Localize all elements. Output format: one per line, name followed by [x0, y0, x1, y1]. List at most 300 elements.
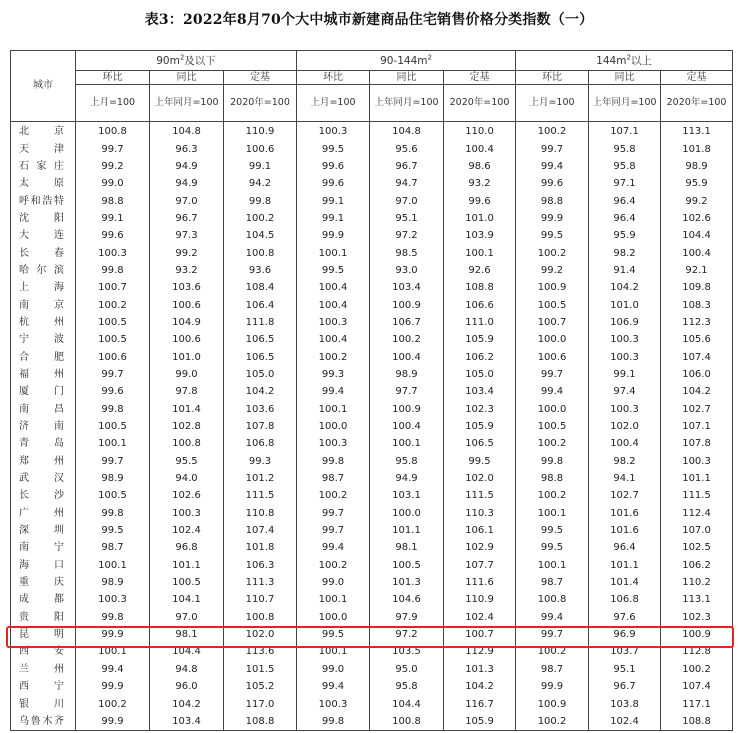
table-row — [11, 383, 733, 400]
base-header: 2020年=100 — [444, 85, 516, 122]
index-value-cell: 105.2 — [224, 678, 297, 695]
index-value-cell: 99.1 — [589, 366, 661, 383]
index-value-cell: 103.4 — [150, 713, 224, 731]
index-value-cell: 94.1 — [589, 470, 661, 487]
index-value-cell: 111.6 — [444, 574, 516, 591]
index-value-cell: 95.8 — [589, 158, 661, 175]
table-row — [11, 244, 733, 261]
index-value-cell: 107.4 — [661, 678, 733, 695]
index-value-cell: 101.3 — [444, 661, 516, 678]
index-value-cell: 104.8 — [370, 122, 444, 141]
index-value-cell: 99.5 — [444, 453, 516, 470]
city-name-cell: 西安 — [11, 643, 76, 660]
index-value-cell: 100.4 — [661, 244, 733, 261]
index-value-cell: 100.8 — [224, 244, 297, 261]
index-value-cell: 104.4 — [370, 695, 444, 712]
index-value-cell: 96.8 — [150, 539, 224, 556]
index-value-cell: 99.6 — [76, 227, 150, 244]
index-value-cell: 96.9 — [589, 626, 661, 643]
index-value-cell: 102.3 — [661, 609, 733, 626]
table-row — [11, 453, 733, 470]
index-value-cell: 98.9 — [76, 574, 150, 591]
index-value-cell: 108.8 — [224, 713, 297, 731]
index-value-cell: 104.2 — [661, 383, 733, 400]
index-value-cell: 104.2 — [150, 695, 224, 712]
index-value-cell: 98.9 — [661, 158, 733, 175]
index-value-cell: 110.8 — [224, 505, 297, 522]
index-value-cell: 102.5 — [661, 539, 733, 556]
city-name-cell: 西宁 — [11, 678, 76, 695]
city-name-cell: 南昌 — [11, 401, 76, 418]
index-value-cell: 99.8 — [516, 453, 589, 470]
index-value-cell: 98.1 — [370, 539, 444, 556]
city-column-header: 城市 — [11, 51, 76, 122]
index-value-cell: 97.9 — [370, 609, 444, 626]
index-value-cell: 100.1 — [297, 643, 370, 660]
index-value-cell: 107.7 — [444, 557, 516, 574]
base-header: 上月=100 — [516, 85, 589, 122]
index-value-cell: 97.2 — [370, 227, 444, 244]
index-value-cell: 103.6 — [224, 401, 297, 418]
index-value-cell: 103.5 — [370, 643, 444, 660]
index-value-cell: 110.0 — [444, 122, 516, 141]
table-row — [11, 279, 733, 296]
index-value-cell: 95.5 — [150, 453, 224, 470]
city-name-cell: 郑州 — [11, 453, 76, 470]
index-value-cell: 99.7 — [76, 453, 150, 470]
index-value-cell: 104.5 — [224, 227, 297, 244]
index-value-cell: 111.8 — [224, 314, 297, 331]
table-row — [11, 678, 733, 695]
table-row — [11, 175, 733, 192]
index-value-cell: 98.6 — [444, 158, 516, 175]
index-value-cell: 101.1 — [370, 522, 444, 539]
index-value-cell: 111.0 — [444, 314, 516, 331]
sub-header: 同比 — [370, 71, 444, 85]
index-value-cell: 100.8 — [150, 435, 224, 452]
index-value-cell: 97.0 — [150, 609, 224, 626]
table-row — [11, 331, 733, 348]
index-value-cell: 100.1 — [516, 557, 589, 574]
index-value-cell: 97.4 — [589, 383, 661, 400]
base-header: 上年同月=100 — [150, 85, 224, 122]
index-value-cell: 106.8 — [589, 591, 661, 608]
table-row — [11, 522, 733, 539]
city-name-cell: 长沙 — [11, 487, 76, 504]
index-value-cell: 99.8 — [76, 505, 150, 522]
index-value-cell: 101.5 — [224, 661, 297, 678]
index-value-cell: 99.5 — [516, 522, 589, 539]
index-value-cell: 99.9 — [297, 227, 370, 244]
index-value-cell: 106.7 — [370, 314, 444, 331]
index-value-cell: 100.4 — [444, 140, 516, 157]
price-index-table — [10, 50, 733, 731]
index-value-cell: 96.0 — [150, 678, 224, 695]
index-value-cell: 100.1 — [444, 244, 516, 261]
index-value-cell: 96.7 — [589, 678, 661, 695]
index-value-cell: 103.9 — [444, 227, 516, 244]
city-name-cell: 青岛 — [11, 435, 76, 452]
city-name-cell: 武汉 — [11, 470, 76, 487]
city-name-cell: 哈尔滨 — [11, 262, 76, 279]
index-value-cell: 116.7 — [444, 695, 516, 712]
index-value-cell: 99.0 — [76, 175, 150, 192]
city-name-cell: 合肥 — [11, 348, 76, 365]
index-value-cell: 103.7 — [589, 643, 661, 660]
index-value-cell: 100.0 — [516, 331, 589, 348]
index-value-cell: 93.6 — [224, 262, 297, 279]
table-row — [11, 505, 733, 522]
table-row — [11, 122, 733, 141]
index-value-cell: 104.6 — [370, 591, 444, 608]
index-value-cell: 101.1 — [661, 470, 733, 487]
index-value-cell: 99.1 — [76, 210, 150, 227]
index-value-cell: 104.2 — [224, 383, 297, 400]
index-value-cell: 100.5 — [76, 314, 150, 331]
table-row — [11, 695, 733, 712]
index-value-cell: 100.2 — [516, 435, 589, 452]
index-value-cell: 92.1 — [661, 262, 733, 279]
index-value-cell: 100.2 — [516, 643, 589, 660]
city-name-cell: 南宁 — [11, 539, 76, 556]
sub-header: 同比 — [150, 71, 224, 85]
index-value-cell: 98.9 — [370, 366, 444, 383]
index-value-cell: 100.8 — [516, 591, 589, 608]
index-value-cell: 100.2 — [297, 348, 370, 365]
index-value-cell: 100.1 — [297, 244, 370, 261]
index-value-cell: 97.2 — [370, 626, 444, 643]
sub-header: 环比 — [516, 71, 589, 85]
index-value-cell: 110.9 — [224, 122, 297, 141]
table-row — [11, 296, 733, 313]
sub-header: 环比 — [297, 71, 370, 85]
city-name-cell: 杭州 — [11, 314, 76, 331]
index-value-cell: 100.2 — [297, 557, 370, 574]
table-row — [11, 713, 733, 731]
city-name-cell: 深圳 — [11, 522, 76, 539]
index-value-cell: 100.1 — [76, 435, 150, 452]
index-value-cell: 98.8 — [516, 470, 589, 487]
index-value-cell: 93.2 — [444, 175, 516, 192]
index-value-cell: 110.9 — [444, 591, 516, 608]
index-value-cell: 101.4 — [150, 401, 224, 418]
index-value-cell: 100.3 — [297, 695, 370, 712]
index-value-cell: 98.8 — [516, 192, 589, 209]
index-value-cell: 113.6 — [224, 643, 297, 660]
index-value-cell: 99.6 — [297, 158, 370, 175]
index-value-cell: 99.6 — [76, 383, 150, 400]
index-value-cell: 102.7 — [589, 487, 661, 504]
index-value-cell: 99.7 — [516, 366, 589, 383]
index-value-cell: 99.2 — [76, 158, 150, 175]
index-value-cell: 100.6 — [224, 140, 297, 157]
city-name-cell: 厦门 — [11, 383, 76, 400]
table-row — [11, 539, 733, 556]
index-value-cell: 94.7 — [370, 175, 444, 192]
index-value-cell: 112.9 — [444, 643, 516, 660]
index-value-cell: 100.4 — [589, 435, 661, 452]
index-value-cell: 100.8 — [76, 122, 150, 141]
index-value-cell: 106.5 — [444, 435, 516, 452]
index-value-cell: 100.4 — [370, 418, 444, 435]
index-value-cell: 100.2 — [516, 122, 589, 141]
index-value-cell: 97.3 — [150, 227, 224, 244]
index-value-cell: 100.2 — [76, 695, 150, 712]
index-value-cell: 95.1 — [370, 210, 444, 227]
city-name-cell: 贵阳 — [11, 609, 76, 626]
city-name-cell: 石家庄 — [11, 158, 76, 175]
index-value-cell: 102.6 — [661, 210, 733, 227]
index-value-cell: 101.3 — [370, 574, 444, 591]
index-value-cell: 105.9 — [444, 418, 516, 435]
sub-header: 定基 — [444, 71, 516, 85]
index-value-cell: 99.5 — [516, 227, 589, 244]
index-value-cell: 99.7 — [516, 626, 589, 643]
index-value-cell: 93.0 — [370, 262, 444, 279]
index-value-cell: 99.0 — [150, 366, 224, 383]
sub-header: 定基 — [661, 71, 733, 85]
city-name-cell: 呼和浩特 — [11, 192, 76, 209]
index-value-cell: 104.1 — [150, 591, 224, 608]
index-value-cell: 101.6 — [589, 505, 661, 522]
index-value-cell: 92.6 — [444, 262, 516, 279]
index-value-cell: 101.2 — [224, 470, 297, 487]
index-value-cell: 106.6 — [444, 296, 516, 313]
index-value-cell: 106.2 — [444, 348, 516, 365]
index-value-cell: 99.5 — [516, 539, 589, 556]
index-value-cell: 100.4 — [297, 279, 370, 296]
index-value-cell: 100.0 — [297, 418, 370, 435]
index-value-cell: 94.9 — [150, 175, 224, 192]
index-value-cell: 96.7 — [370, 158, 444, 175]
index-value-cell: 98.9 — [76, 470, 150, 487]
index-value-cell: 113.1 — [661, 591, 733, 608]
index-value-cell: 107.8 — [661, 435, 733, 452]
index-value-cell: 99.4 — [516, 609, 589, 626]
index-value-cell: 106.2 — [661, 557, 733, 574]
table-row — [11, 609, 733, 626]
city-name-cell: 太原 — [11, 175, 76, 192]
index-value-cell: 104.9 — [150, 314, 224, 331]
city-name-cell: 银川 — [11, 695, 76, 712]
city-name-cell: 上海 — [11, 279, 76, 296]
index-value-cell: 100.6 — [150, 331, 224, 348]
index-value-cell: 99.7 — [297, 505, 370, 522]
table-row — [11, 435, 733, 452]
table-row — [11, 401, 733, 418]
index-value-cell: 99.9 — [76, 678, 150, 695]
index-value-cell: 106.5 — [224, 348, 297, 365]
table-row — [11, 470, 733, 487]
index-value-cell: 111.3 — [224, 574, 297, 591]
table-row — [11, 643, 733, 660]
index-value-cell: 100.5 — [516, 296, 589, 313]
index-value-cell: 100.6 — [516, 348, 589, 365]
index-value-cell: 98.5 — [370, 244, 444, 261]
index-value-cell: 102.0 — [224, 626, 297, 643]
index-value-cell: 99.7 — [516, 140, 589, 157]
index-value-cell: 91.4 — [589, 262, 661, 279]
index-value-cell: 100.3 — [589, 331, 661, 348]
index-value-cell: 95.9 — [661, 175, 733, 192]
index-value-cell: 99.2 — [661, 192, 733, 209]
sub-header: 定基 — [224, 71, 297, 85]
index-value-cell: 104.2 — [589, 279, 661, 296]
index-value-cell: 100.5 — [76, 418, 150, 435]
index-value-cell: 109.8 — [661, 279, 733, 296]
index-value-cell: 106.3 — [224, 557, 297, 574]
table-row — [11, 626, 733, 643]
index-value-cell: 112.8 — [661, 643, 733, 660]
table-row — [11, 314, 733, 331]
index-value-cell: 97.7 — [370, 383, 444, 400]
index-value-cell: 107.1 — [589, 122, 661, 141]
base-header: 上年同月=100 — [589, 85, 661, 122]
index-value-cell: 101.8 — [661, 140, 733, 157]
index-value-cell: 94.9 — [370, 470, 444, 487]
table-row — [11, 418, 733, 435]
index-value-cell: 100.2 — [297, 487, 370, 504]
index-value-cell: 106.0 — [661, 366, 733, 383]
index-value-cell: 102.7 — [661, 401, 733, 418]
index-value-cell: 95.0 — [370, 661, 444, 678]
base-header: 2020年=100 — [224, 85, 297, 122]
index-value-cell: 100.2 — [516, 713, 589, 731]
index-value-cell: 102.4 — [150, 522, 224, 539]
index-value-cell: 106.1 — [444, 522, 516, 539]
city-name-cell: 兰州 — [11, 661, 76, 678]
index-value-cell: 99.1 — [224, 158, 297, 175]
index-value-cell: 100.9 — [516, 279, 589, 296]
index-value-cell: 105.6 — [661, 331, 733, 348]
index-value-cell: 100.5 — [76, 487, 150, 504]
index-value-cell: 95.9 — [589, 227, 661, 244]
index-value-cell: 100.3 — [150, 505, 224, 522]
index-value-cell: 100.7 — [516, 314, 589, 331]
city-name-cell: 广州 — [11, 505, 76, 522]
index-value-cell: 100.3 — [589, 348, 661, 365]
sub-header: 环比 — [76, 71, 150, 85]
index-value-cell: 94.8 — [150, 661, 224, 678]
index-value-cell: 104.8 — [150, 122, 224, 141]
index-value-cell: 97.6 — [589, 609, 661, 626]
index-value-cell: 101.0 — [444, 210, 516, 227]
index-value-cell: 100.5 — [370, 557, 444, 574]
table-row — [11, 574, 733, 591]
index-value-cell: 111.5 — [224, 487, 297, 504]
city-name-cell: 济南 — [11, 418, 76, 435]
city-name-cell: 沈阳 — [11, 210, 76, 227]
index-value-cell: 94.0 — [150, 470, 224, 487]
index-value-cell: 100.7 — [76, 279, 150, 296]
index-value-cell: 103.6 — [150, 279, 224, 296]
index-value-cell: 99.3 — [224, 453, 297, 470]
index-value-cell: 101.1 — [150, 557, 224, 574]
city-name-cell: 大连 — [11, 227, 76, 244]
index-value-cell: 93.2 — [150, 262, 224, 279]
table-row — [11, 262, 733, 279]
city-name-cell: 重庆 — [11, 574, 76, 591]
table-row — [11, 158, 733, 175]
index-value-cell: 99.8 — [297, 453, 370, 470]
index-value-cell: 99.0 — [297, 574, 370, 591]
index-value-cell: 117.1 — [661, 695, 733, 712]
index-value-cell: 99.2 — [516, 262, 589, 279]
index-value-cell: 100.2 — [76, 296, 150, 313]
index-value-cell: 102.8 — [150, 418, 224, 435]
index-value-cell: 95.8 — [589, 140, 661, 157]
city-name-cell: 乌鲁木齐 — [11, 713, 76, 731]
city-name-cell: 南京 — [11, 296, 76, 313]
index-value-cell: 100.5 — [76, 331, 150, 348]
index-value-cell: 112.3 — [661, 314, 733, 331]
index-value-cell: 99.8 — [76, 401, 150, 418]
group-header-small: $90m^2$及以下 — [76, 51, 297, 71]
index-value-cell: 100.5 — [516, 418, 589, 435]
city-name-cell: 宁波 — [11, 331, 76, 348]
index-value-cell: 99.3 — [297, 366, 370, 383]
index-value-cell: 100.6 — [76, 348, 150, 365]
index-value-cell: 99.6 — [297, 175, 370, 192]
index-value-cell: 108.8 — [444, 279, 516, 296]
index-value-cell: 108.8 — [661, 713, 733, 731]
index-value-cell: 99.9 — [76, 713, 150, 731]
index-value-cell: 97.8 — [150, 383, 224, 400]
index-value-cell: 99.7 — [76, 366, 150, 383]
index-value-cell: 105.0 — [224, 366, 297, 383]
index-value-cell: 100.1 — [76, 557, 150, 574]
index-value-cell: 99.4 — [297, 678, 370, 695]
index-value-cell: 103.4 — [444, 383, 516, 400]
index-value-cell: 96.4 — [589, 539, 661, 556]
index-value-cell: 99.0 — [297, 661, 370, 678]
table-row — [11, 661, 733, 678]
index-value-cell: 98.7 — [76, 539, 150, 556]
index-value-cell: 105.0 — [444, 366, 516, 383]
index-value-cell: 108.3 — [661, 296, 733, 313]
index-value-cell: 107.8 — [224, 418, 297, 435]
index-value-cell: 96.7 — [150, 210, 224, 227]
index-value-cell: 101.8 — [224, 539, 297, 556]
index-value-cell: 99.4 — [76, 661, 150, 678]
index-value-cell: 97.0 — [370, 192, 444, 209]
index-value-cell: 96.3 — [150, 140, 224, 157]
index-value-cell: 102.4 — [444, 609, 516, 626]
index-value-cell: 100.9 — [370, 401, 444, 418]
index-value-cell: 94.9 — [150, 158, 224, 175]
index-value-cell: 107.4 — [661, 348, 733, 365]
index-value-cell: 99.4 — [516, 158, 589, 175]
index-value-cell: 107.4 — [224, 522, 297, 539]
index-value-cell: 100.9 — [370, 296, 444, 313]
index-value-cell: 99.1 — [297, 192, 370, 209]
index-value-cell: 100.2 — [224, 210, 297, 227]
index-value-cell: 100.3 — [76, 244, 150, 261]
index-value-cell: 98.2 — [589, 244, 661, 261]
index-value-cell: 101.1 — [589, 557, 661, 574]
index-value-cell: 117.0 — [224, 695, 297, 712]
index-value-cell: 98.2 — [589, 453, 661, 470]
index-value-cell: 100.3 — [589, 401, 661, 418]
index-value-cell: 110.3 — [444, 505, 516, 522]
index-value-cell: 101.0 — [589, 296, 661, 313]
index-value-cell: 111.5 — [661, 487, 733, 504]
base-header: 2020年=100 — [661, 85, 733, 122]
index-value-cell: 103.8 — [589, 695, 661, 712]
table-row — [11, 192, 733, 209]
index-value-cell: 100.8 — [224, 609, 297, 626]
index-value-cell: 95.6 — [370, 140, 444, 157]
